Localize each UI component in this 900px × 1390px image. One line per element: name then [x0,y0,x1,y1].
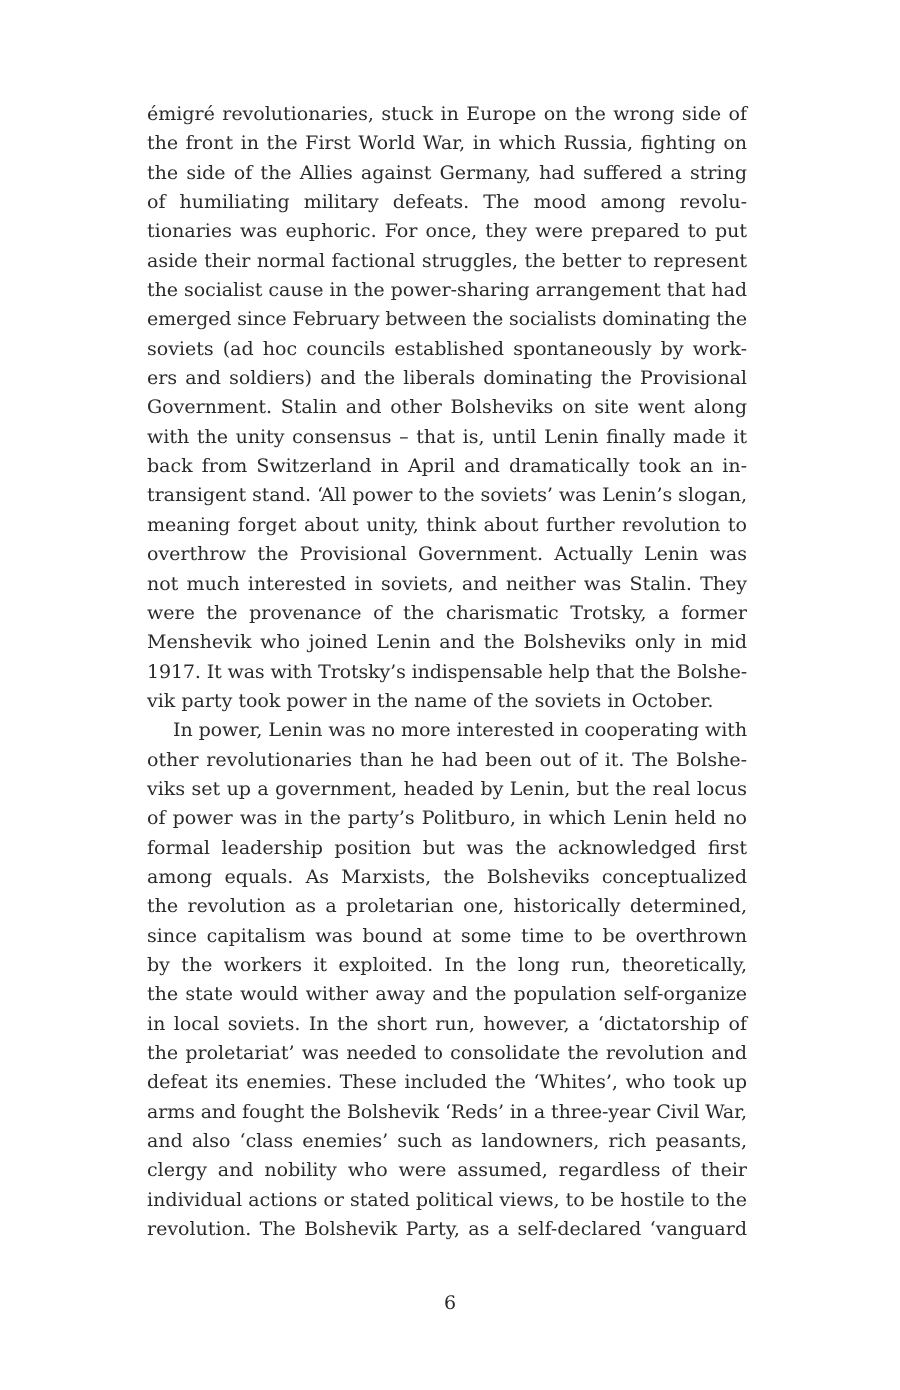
text-line: the socialist cause in the power-sharing arrangement that had [147,279,747,302]
text-line: and also ‘class enemies’ such as landowners, rich peasants, [147,1130,747,1153]
text-line: of power was in the party’s Politburo, in which Lenin held no [147,807,747,830]
text-line: transigent stand. ‘All power to the soviets’ was Lenin’s slogan, [147,484,747,507]
text-line: aside their normal factional struggles, the better to represent [147,249,747,272]
text-line: viks set up a government, headed by Lenin, but the real locus [147,777,747,800]
text-line: other revolutionaries than he had been out of it. The Bolshe- [147,748,747,771]
text-line: individual actions or stated political views, to be hostile to the [147,1188,747,1211]
text-line: Menshevik who joined Lenin and the Bolsheviks only in mid [147,631,747,654]
text-line: 1917. It was with Trotsky’s indispensable help that the Bolshe- [147,660,747,683]
text-line: In power, Lenin was no more interested in cooperating with [173,719,747,742]
text-line: the proletariat’ was needed to consolidate the revolution and [147,1042,747,1064]
text-line: defeat its enemies. These included the ‘Whites’, who took up [147,1071,747,1094]
page-number: 6 [443,1292,457,1314]
text-line: the state would wither away and the population self-organize [147,983,747,1006]
text-line: meaning forget about unity, think about further revolution to [147,513,747,536]
paragraph [147,100,747,716]
text-line: clergy and nobility who were assumed, regardless of their [147,1159,747,1182]
text-line: with the unity consensus – that is, until Lenin finally made it [147,425,747,448]
text-line: overthrow the Provisional Government. Actually Lenin was [147,543,747,566]
text-line: vik party took power in the name of the soviets in October. [147,689,714,712]
text-line: since capitalism was bound at some time to be overthrown [147,924,747,947]
text-line: were the provenance of the charismatic Trotsky, a former [147,601,747,624]
text-line: ers and soldiers) and the liberals dominating the Provisional [147,367,747,390]
text-line: formal leadership position but was the acknowledged first [147,836,747,859]
text-line: emerged since February between the socialists dominating the [147,308,747,331]
body-text [147,100,747,1244]
paragraph [147,716,747,1244]
text-line: émigré revolutionaries, stuck in Europe on the wrong side of [147,103,747,125]
text-line: arms and fought the Bolshevik ‘Reds’ in a three-year Civil War, [147,1100,747,1123]
text-line: not much interested in soviets, and neither was Stalin. They [147,572,747,595]
text-line: the revolution as a proletarian one, historically determined, [147,895,747,918]
text-line: soviets (ad hoc councils established spontaneously by work- [147,337,747,360]
text-line: by the workers it exploited. In the long run, theoretically, [147,953,747,976]
text-line: the front in the First World War, in which Russia, fighting on [147,132,747,155]
text-line: back from Switzerland in April and dramatically took an in- [147,455,747,478]
text-line: the side of the Allies against Germany, had suffered a string [147,161,747,184]
text-line: of humiliating military defeats. The mood among revolu- [147,191,747,214]
text-line: in local soviets. In the short run, however, a ‘dictatorship of [147,1012,747,1035]
text-line: revolution. The Bolshevik Party, as a self-declared ‘vanguard [147,1218,747,1241]
text-line: Government. Stalin and other Bolsheviks on site went along [147,396,747,419]
text-line: tionaries was euphoric. For once, they were prepared to put [147,220,747,243]
text-line: among equals. As Marxists, the Bolsheviks conceptualized [147,865,747,888]
